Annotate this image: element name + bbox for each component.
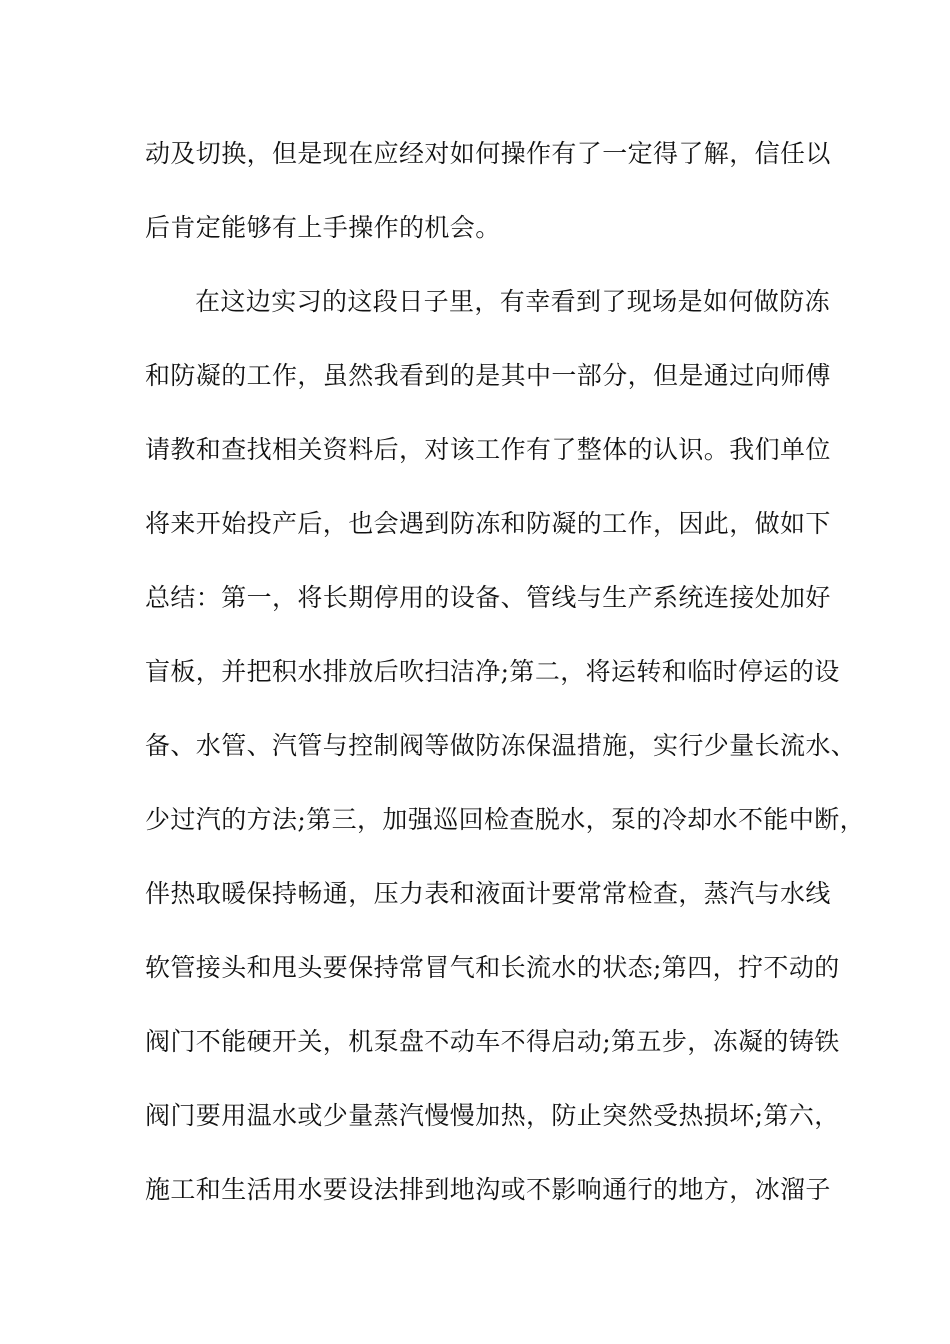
text-line: 伴热取暖保持畅通，压力表和液面计要常常检查，蒸汽与水线 [145,879,831,908]
text-line: 盲板，并把积水排放后吹扫洁净;第二，将运转和临时停运的设 [145,657,840,686]
text-line: 请教和查找相关资料后，对该工作有了整体的认识。我们单位 [145,435,831,464]
text-line: 阀门不能硬开关，机泵盘不动车不得启动;第五步，冻凝的铸铁 [145,1027,840,1056]
text-line: 后肯定能够有上手操作的机会。 [145,213,501,242]
text-line: 软管接头和甩头要保持常冒气和长流水的状态;第四，拧不动的 [145,953,840,982]
text-line: 施工和生活用水要设法排到地沟或不影响通行的地方，冰溜子 [145,1175,831,1204]
text-line: 将来开始投产后，也会遇到防冻和防凝的工作，因此，做如下 [145,509,831,538]
text-line: 备、水管、汽管与控制阀等做防冻保温措施，实行少量长流水、 [145,731,857,760]
text-line: 少过汽的方法;第三，加强巡回检查脱水，泵的冷却水不能中断， [145,805,866,834]
text-line: 动及切换，但是现在应经对如何操作有了一定得了解，信任以 [145,139,831,168]
text-line: 阀门要用温水或少量蒸汽慢慢加热，防止突然受热损坏;第六， [145,1101,840,1130]
text-line: 总结：第一，将长期停用的设备、管线与生产系统连接处加好 [145,583,831,612]
text-line: 和防凝的工作，虽然我看到的是其中一部分，但是通过向师傅 [145,361,831,390]
paragraph-first-line: 在这边实习的这段日子里，有幸看到了现场是如何做防冻 [195,287,831,316]
